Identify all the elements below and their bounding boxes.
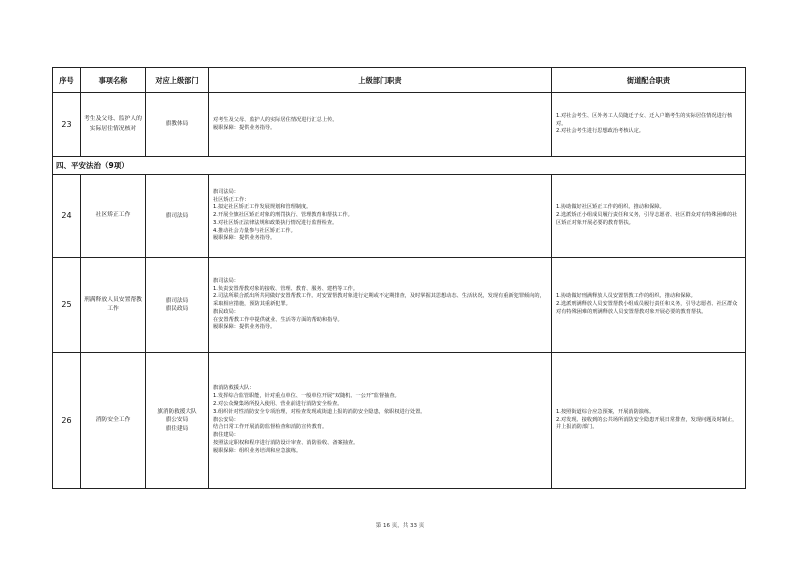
header-dept: 对应上级部门 xyxy=(146,68,209,93)
duty-line: 旗司法局： xyxy=(213,277,239,284)
superior-duties xyxy=(209,258,552,353)
duty-line: 按照法定职权和程序进行消防设计审查、消防验收、备案抽查。 xyxy=(213,439,359,446)
street-duties xyxy=(552,353,746,489)
dept-line: 旗司法局 xyxy=(165,297,189,304)
duty-line: 1.拟定社区矫正工作发展规划和管理制度。 xyxy=(213,204,312,211)
duty-line: 履职保障：提供业务指导。 xyxy=(213,124,276,131)
superior-duties xyxy=(209,175,552,258)
dept-name: 旗教体局 xyxy=(146,93,209,157)
duty-line: 社区矫正工作： xyxy=(213,196,250,203)
superior-duties xyxy=(209,93,552,157)
duty-line: 3.组织针对性消防安全专项治理，对检查发现或街道上报的消防安全隐患，依职权进行处置。 xyxy=(213,408,426,415)
table-row xyxy=(53,258,746,353)
coop-line: 1.按照街道综合应急预案，开展消防演练。 xyxy=(556,408,655,415)
duty-line: 旗民政局： xyxy=(213,308,239,315)
responsibility-table xyxy=(52,67,746,489)
table-row xyxy=(53,175,746,258)
duty-line: 旗公安局： xyxy=(213,416,239,423)
coop-line: 2.对社会考生进行思想政治考核认定。 xyxy=(556,128,644,135)
header-item: 事项名称 xyxy=(81,68,146,93)
item-name: 考生及父母、监护人的实际居住情况核对 xyxy=(81,93,146,157)
coop-line: 2.选派刑满释放人员安置帮教小组成员履行责任和义务，引导志愿者、社区群众对有特殊困难的刑满释放人员安置帮教对象开展必要的教育帮扶。 xyxy=(556,301,738,315)
dept-line: 旗消防救援大队 xyxy=(157,408,197,415)
coop-line: 2.对发现、接收到的公共场所消防安全隐患开展日常排查，发现问题及时制止，并上报消防部门。 xyxy=(556,416,738,431)
dept-name: 旗司法局 xyxy=(146,175,209,258)
section-row xyxy=(53,157,746,175)
duty-line: 4.推动社会力量参与社区矫正工作。 xyxy=(213,227,296,234)
row-number: 24 xyxy=(53,175,81,258)
header-street: 街道配合职责 xyxy=(552,68,746,93)
item-name: 消防安全工作 xyxy=(81,353,146,489)
duty-line: 旗消防救援大队： xyxy=(213,385,255,392)
table-row xyxy=(53,353,746,489)
dept-line: 旗住建局 xyxy=(165,425,189,432)
duty-line: 2.司法所联合派出所共同做好安置帮教工作。对安置帮教对象进行定期或不定期排查，及时掌握其思想动态、生活状况，发现有重新犯罪倾向的，采取相应措施，预防其重新犯罪。 xyxy=(213,293,545,308)
duty-line: 履职保障：组织业务培训和应急演练。 xyxy=(213,447,302,454)
duty-line: 2.对公众聚集场所投入使用、营业前进行消防安全检查。 xyxy=(213,401,343,407)
duty-line: 旗住建局： xyxy=(213,432,239,439)
duty-line: 履职保障：提供业务指导。 xyxy=(213,324,276,331)
item-name: 社区矫正工作 xyxy=(81,175,146,258)
coop-line: 1.对社会考生、区外务工人员随迁子女、迁入户籍考生的实际居住情况进行核对。 xyxy=(556,112,733,127)
row-number: 26 xyxy=(53,353,81,489)
duty-line: 旗司法局： xyxy=(213,188,239,195)
duty-line: 2.开展全旗社区矫正对象的刑罚执行、管理教育和帮扶工作。 xyxy=(213,212,353,219)
coop-line: 1.协助做好刑满释放人员安置帮教工作的组织、推动和保障。 xyxy=(556,293,696,300)
dept-name xyxy=(146,258,209,353)
superior-duties xyxy=(209,353,552,489)
dept-line: 旗公安局 xyxy=(165,417,189,424)
street-duties xyxy=(552,175,746,258)
duty-line: 1.发挥综合监管职能，针对重点单位、一般单位开展“双随机、一公开”监督抽查。 xyxy=(213,393,400,400)
item-name: 刑满释放人员安置帮教工作 xyxy=(81,258,146,353)
duty-line: 对考生及父母、监护人的实际居住情况进行汇总上传。 xyxy=(213,116,338,123)
duty-line: 结合日常工作开展消防监督检查和消防宣传教育。 xyxy=(213,424,328,431)
duty-line: 在安置帮教工作中提供就业、生活等方面的帮助和指导。 xyxy=(213,316,343,323)
duty-line: 履职保障：提供业务指导。 xyxy=(213,235,276,242)
table-header-row xyxy=(53,68,746,93)
duty-line: 1.负责安置帮教对象的接收、管理、教育、服务、建档等工作。 xyxy=(213,285,359,292)
header-no: 序号 xyxy=(53,68,81,93)
coop-line: 1.协助做好社区矫正工作的组织、推动和保障。 xyxy=(556,204,665,211)
table-row xyxy=(53,93,746,157)
street-duties xyxy=(552,258,746,353)
street-duties xyxy=(552,93,746,157)
row-number: 25 xyxy=(53,258,81,353)
coop-line: 2.选派矫正小组成员履行责任和义务，引导志愿者、社区群众对有特殊困难的社区矫正对象开展必要的教育帮扶。 xyxy=(556,212,738,226)
dept-line: 旗民政局 xyxy=(165,306,189,312)
header-superior: 上级部门职责 xyxy=(209,68,552,93)
row-number: 23 xyxy=(53,93,81,157)
page-footer: 第 16 页，共 33 页 xyxy=(375,523,425,529)
section-title: 四、平安法治（9项） xyxy=(53,157,746,175)
duty-line: 3.对社区矫正法律法规和政策执行情况进行监督检查。 xyxy=(213,219,338,226)
dept-name xyxy=(146,353,209,489)
